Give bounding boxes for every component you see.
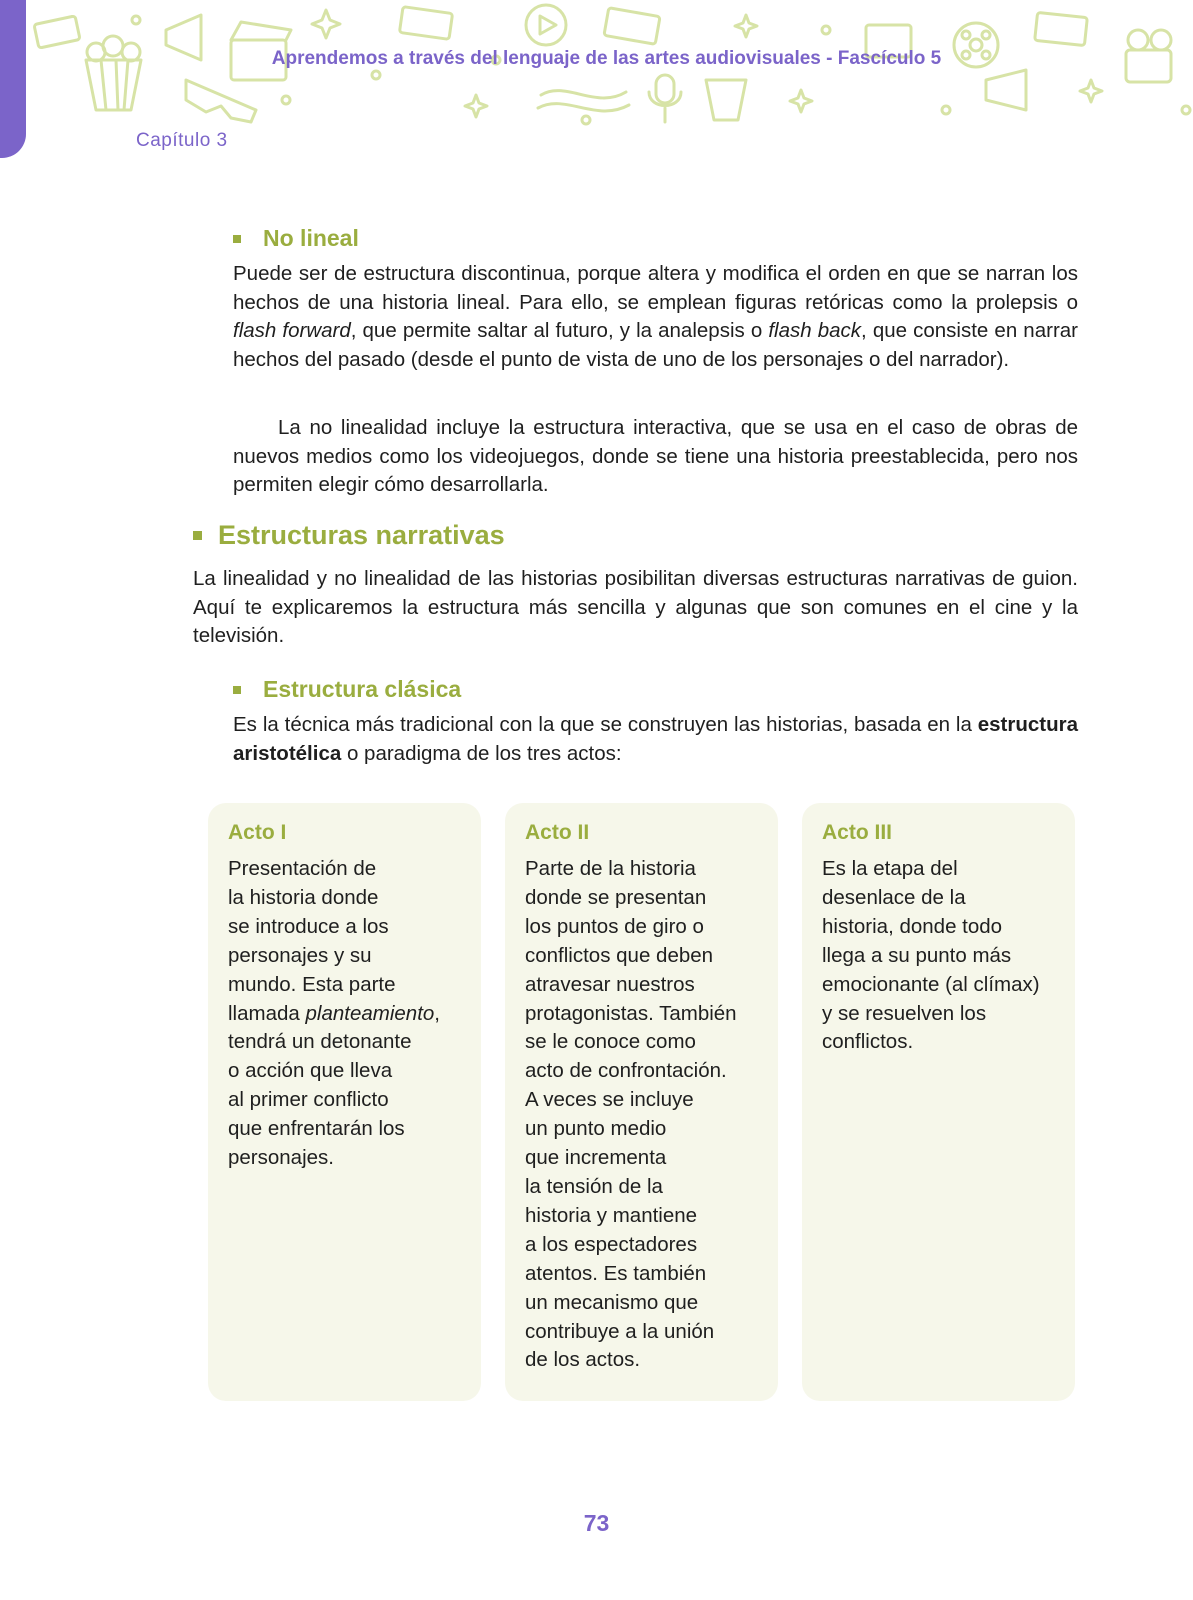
text-run: La linealidad y no linealidad de las historias posibilitan diversas estructuras narrativas de guion. Aquí te explicaremos la estructura más sencilla y algunas que son comunes en el cine y la televisión. [193,567,1078,647]
text-run: Presentación de la historia donde se introduce a los personajes y su mundo. Esta parte llamada [228,857,396,1025]
text-run: , que consiste en narrar hechos del pasado (desde el punto de vista de uno de los personajes o del narrador). [233,319,1078,371]
act-description [228,855,468,1173]
text-run: , tendrá un detonante o acción que lleva al primer conflicto que enfrentarán los personajes. [228,1001,440,1170]
bullet-square-icon [233,235,241,243]
heading-clasica-text: Estructura clásica [263,676,462,702]
chapter-label: Capítulo 3 [136,130,228,151]
act-card-1 [208,803,481,1401]
text-run-italic: planteamiento [305,1001,435,1025]
text-run: Puede ser de estructura discontinua, porque altera y modifica el orden en que se narran los hechos de una historia lineal. Para ello, se emplean figuras retóricas como la prolepsis o [233,262,1078,314]
paragraph-estructuras [193,565,1078,651]
text-run: , que permite saltar al futuro, y la analepsis o [350,319,769,342]
heading-estructura-clasica [233,676,461,703]
text-run: o paradigma de los tres actos: [341,741,622,765]
paragraph-no-lineal-1 [233,260,1078,374]
text-run: Es la técnica más tradicional con la que se construyen las historias, basada en la [233,713,978,736]
act-title: Acto I [228,821,287,844]
act-title: Acto III [822,821,893,844]
three-acts-panel [208,803,1078,1403]
bullet-square-icon [233,686,241,694]
heading-no-lineal-text: No lineal [263,225,359,251]
heading-estructuras-narrativas [193,520,505,551]
act-description: Es la etapa del desenlace de la historia, donde todo llega a su punto más emocionante (al clímax) y se resuelven los conflictos. [822,857,1040,1054]
act-description: Parte de la historia donde se presentan los puntos de giro o conflictos que deben atravesar nuestros protagonistas. También se le conoce como acto de confrontación. A veces se incluye un punto medio que incrementa la tensión de la historia y mantiene a los espectadores atentos. Es también un mecanismo que contribuye a la unión de los actos. [525,857,737,1372]
heading-estructuras-text: Estructuras narrativas [218,520,505,550]
act-card-2 [505,803,778,1401]
heading-no-lineal [233,225,359,252]
paragraph-no-lineal-2 [233,414,1078,500]
book-title: Aprendemos a través del lenguaje de las artes audiovisuales - Fascículo 5 [271,48,942,69]
text-run-italic: flash back [768,319,862,342]
act-card-3 [802,803,1075,1401]
act-title: Acto II [525,821,590,844]
text-run-italic: flash forward [233,319,351,342]
text-run: La no linealidad incluye la estructura interactiva, que se usa en el caso de obras de nuevos medios como los videojuegos, donde se tiene una historia preestablecida, pero nos permiten elegir cómo desarrollarla. [233,416,1078,496]
text-run-bold: estructura aristotélica [233,713,1078,765]
chapter-side-tab [0,0,26,158]
page-number: 73 [583,1510,610,1536]
paragraph-clasica [233,711,1078,768]
bullet-square-icon [193,531,202,540]
